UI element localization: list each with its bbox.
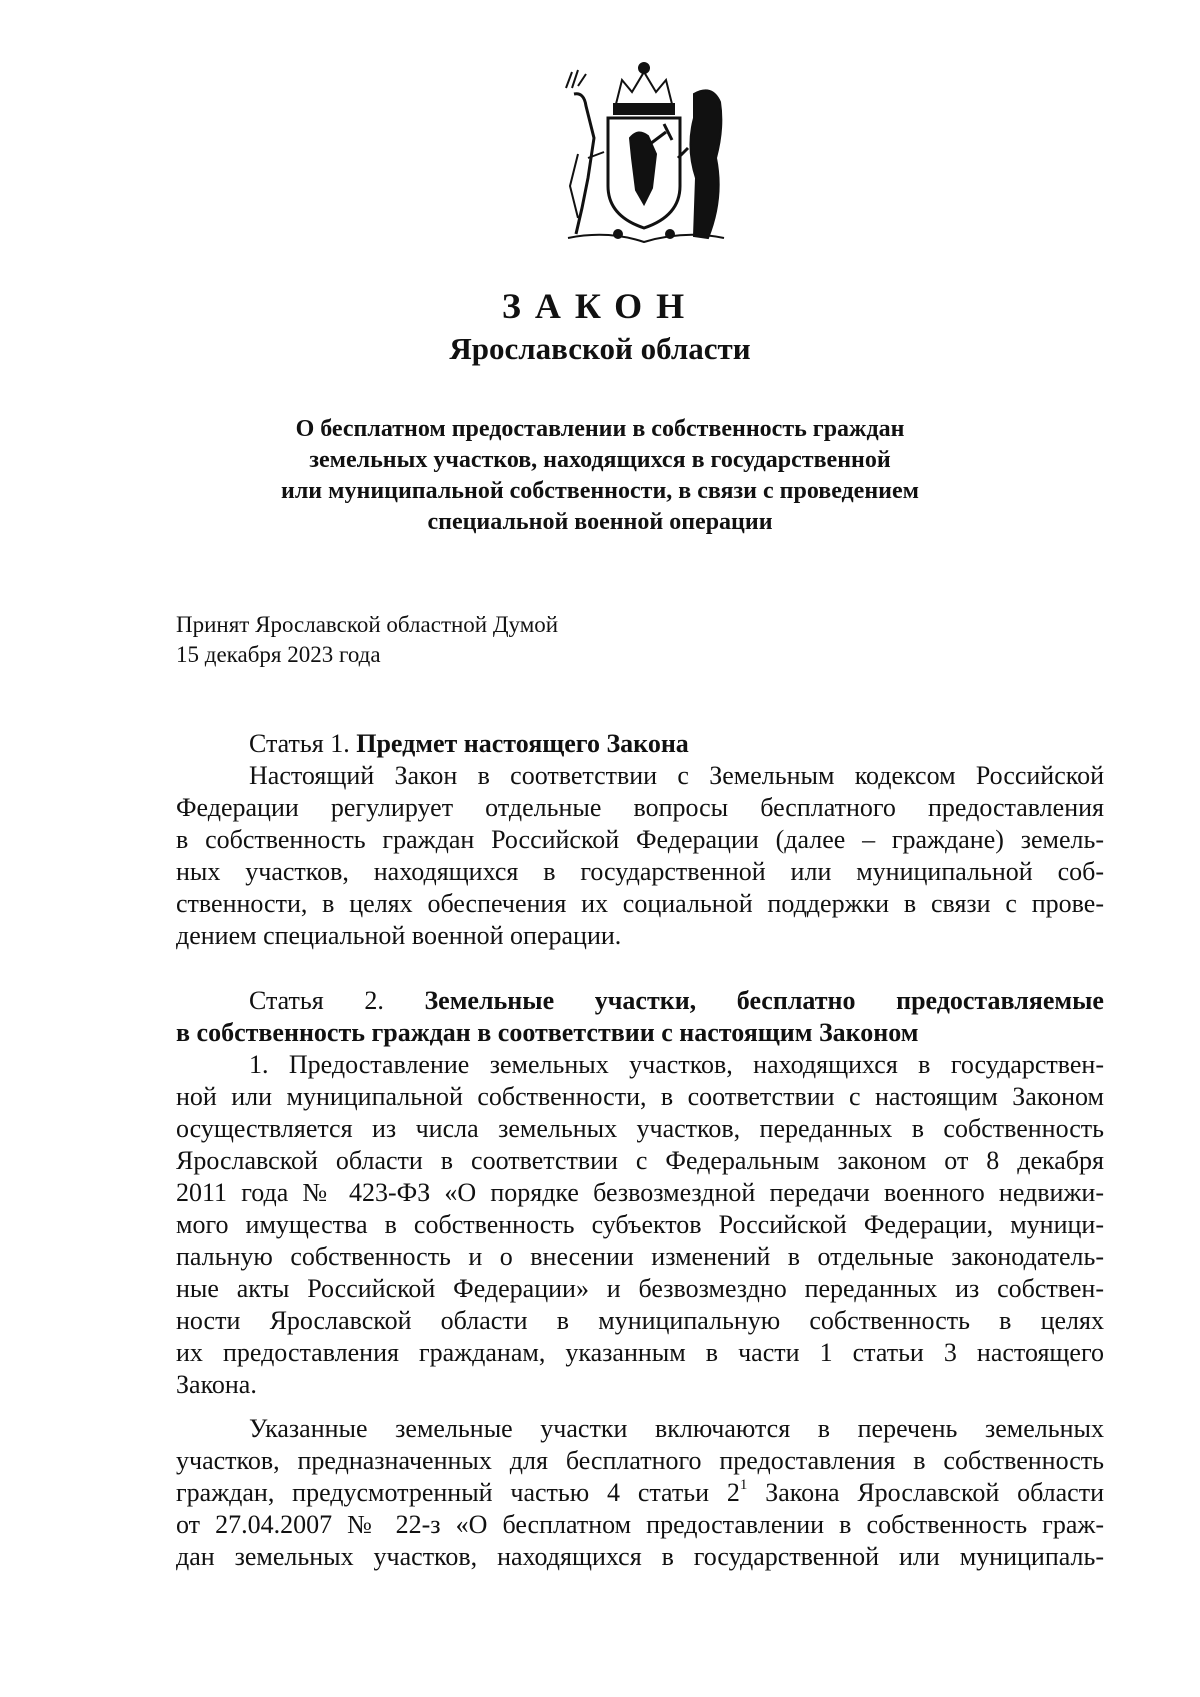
text-span: Закона Ярославской области [747,1478,1104,1507]
article-2-text-line: ности Ярославской области в муниципальную собственность в целях [176,1306,1104,1335]
article-1 [176,728,1104,952]
article-2-text-line: дан земельных участков, находящихся в государственной или муниципаль- [176,1542,1104,1571]
law-heading: ЗАКОН [501,286,699,326]
law-title-line: О бесплатном предоставлении в собственность граждан [295,416,905,442]
article-1-text-line: дением специальной военной операции. [176,921,622,950]
article-1-text-line: ственности, в целях обеспечения их социальной поддержки в связи с прове- [176,889,1104,918]
article-2-text-line: 1. Предоставление земельных участков, находящихся в государствен- [249,1050,1104,1079]
article-1-label: Статья 1. [249,729,357,758]
article-2-title-line-2: в собственность граждан в соответствии с настоящим Законом [176,1018,919,1047]
adoption-body: Принят Ярославской областной Думой [176,612,559,637]
law-title-line: земельных участков, находящихся в государственной [309,447,891,473]
article-1-title: Предмет настоящего Закона [356,729,689,758]
article-2-text-line: ной или муниципальной собственности, в соответствии с настоящим Законом [176,1082,1104,1111]
article-2-label-number: 2. [364,986,384,1015]
article-2-text-line: Закона. [176,1370,257,1399]
article-2-text-line: 2011 года № 423-ФЗ «О порядке безвозмездной передачи военного недвижи- [176,1178,1104,1207]
article-2-text-line: их предоставления гражданам, указанным в части 1 статьи 3 настоящего [176,1338,1104,1367]
article-1-text-line: в собственность граждан Российской Федерации (далее – граждане) земель- [176,825,1104,854]
article-2-text-line: от 27.04.2007 № 22-з «О бесплатном предоставлении в собственность граж- [176,1510,1104,1539]
article-2-text-line: мого имущества в собственность субъектов Российской Федерации, муници- [176,1210,1104,1239]
text-span: граждан, предусмотренный частью 4 статьи 2 [176,1478,740,1507]
law-title [180,414,1020,538]
article-2-text-line-with-superscript [176,1477,1104,1509]
article-2-text-line: участков, предназначенных для бесплатного предоставления в собственность [176,1446,1104,1475]
article-2-text-line: ные акты Российской Федерации» и безвозмездно переданных из собствен- [176,1274,1104,1303]
adoption-note [176,610,558,670]
coat-of-arms-emblem [548,58,740,248]
law-title-line: или муниципальной собственности, в связи с проведением [281,478,919,504]
article-1-heading [176,728,1104,760]
article-2-text-line: пальную собственность и о внесении изменений в отдельные законодатель- [176,1242,1104,1271]
article-2-text-line: Ярославской области в соответствии с Федеральным законом от 8 декабря [176,1146,1104,1175]
article-2-title-word: участки, [594,986,697,1015]
article-2-title-word: бесплатно [736,986,856,1015]
article-1-text-line: Федерации регулирует отдельные вопросы бесплатного предоставления [176,793,1104,822]
article-2-text-line: осуществляется из числа земельных участков, переданных в собственность [176,1114,1104,1143]
article-2 [176,985,1104,1573]
article-2-title-word: Земельные [424,986,555,1015]
adoption-date: 15 декабря 2023 года [176,642,381,667]
law-title-line: специальной военной операции [427,509,773,535]
superscript: 1 [739,1477,748,1494]
article-2-label-word: Статья [249,986,324,1015]
article-2-title-word: предоставляемые [896,986,1104,1015]
article-2-heading [176,985,1104,1017]
article-1-text-line: ных участков, находящихся в государственной или муниципальной соб- [176,857,1104,886]
region-heading: Ярославской области [449,331,751,366]
article-1-text-line: Настоящий Закон в соответствии с Земельным кодексом Российской [249,761,1104,790]
article-2-text-line: Указанные земельные участки включаются в перечень земельных [249,1414,1104,1443]
